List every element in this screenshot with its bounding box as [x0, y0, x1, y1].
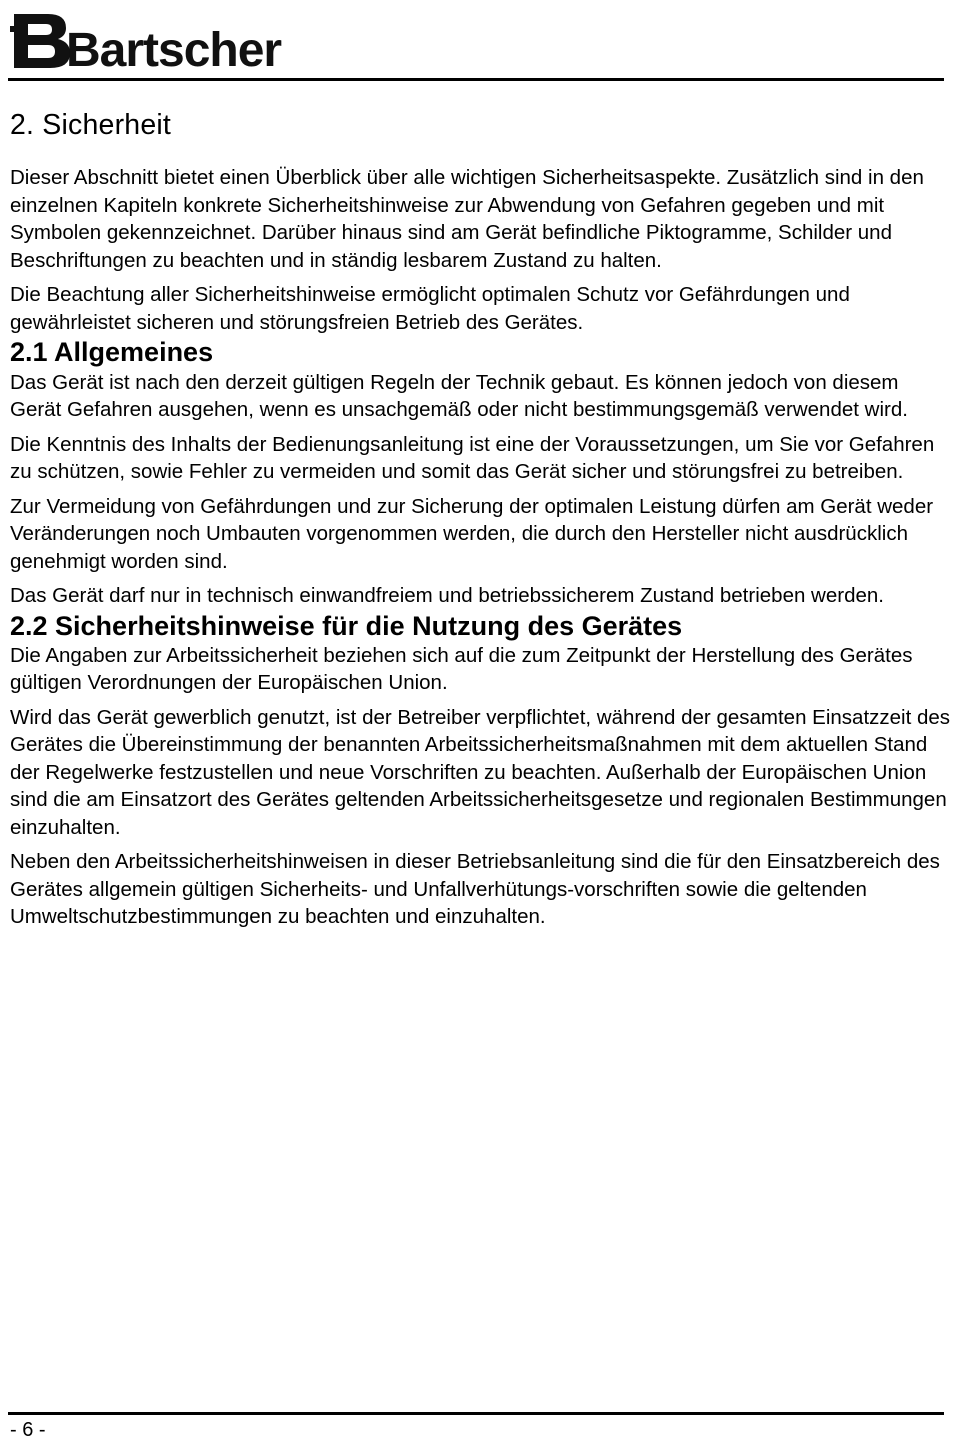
- paragraph: Neben den Arbeitssicherheitshinweisen in dieser Betriebsanleitung sind die für den Einsatzbereich des Gerätes allgemein gültigen Sicherheits- und Unfallverhütungs-vorschriften sowie die geltenden Umweltschutzbestimmungen zu beachten und einzuhalten.: [10, 850, 940, 929]
- paragraph: Dieser Abschnitt bietet einen Überblick über alle wichtigen Sicherheitsaspekte. Zusätzlich sind in den einzelnen Kapiteln konkrete Sicherheitshinweise zur Abwendung von Gefahren gegeben und mit Symbolen gekennzeichnet. Darüber hinaus sind am Gerät befindliche Piktogramme, Schilder und Beschriftungen zu beachten und in ständig lesbarem Zustand zu halten.: [10, 166, 924, 272]
- logo-wordmark: Bartscher: [66, 24, 282, 77]
- section-title-allgemeines: 2.1 Allgemeines: [10, 337, 214, 368]
- section-title-sicherheit: 2. Sicherheit: [10, 109, 172, 141]
- paragraph: Das Gerät ist nach den derzeit gültigen Regeln der Technik gebaut. Es können jedoch von diesem Gerät Gefahren ausgehen, wenn es unsachgemäß oder nicht bestimmungsgemäß verwendet wird.: [10, 370, 908, 422]
- document-body: [10, 108, 955, 931]
- bartscher-logo-mark: [8, 4, 282, 77]
- paragraph: Wird das Gerät gewerblich genutzt, ist der Betreiber verpflichtet, während der gesamten Einsatzzeit des Gerätes die Übereinstimmung der benannten Arbeitssicherheitsmaßnahmen mit dem aktuellen Stand der Regelwerke festzustellen und neue Vorschriften zu beachten. Außerhalb der Europäischen Union sind die am Einsatzort des Gerätes geltenden Arbeitssicherheitsgesetze und regionalen Bestimmungen einzuhalten.: [10, 705, 951, 839]
- section-title-sicherheitshinweise: 2.2 Sicherheitshinweise für die Nutzung des Gerätes: [10, 610, 683, 641]
- bartscher-logo: [8, 4, 282, 77]
- paragraph: Die Beachtung aller Sicherheitshinweise ermöglicht optimalen Schutz vor Gefährdungen und gewährleistet sicheren und störungsfreien Betrieb des Gerätes.: [10, 283, 850, 334]
- paragraph: Die Angaben zur Arbeitssicherheit beziehen sich auf die zum Zeitpunkt der Herstellung des Gerätes gültigen Verordnungen der Europäischen Union.: [10, 643, 913, 695]
- paragraph: Zur Vermeidung von Gefährdungen und zur Sicherung der optimalen Leistung dürfen am Gerät weder Veränderungen noch Umbauten vorgenommen werden, die durch den Hersteller nicht ausdrücklich genehmigt worden sind.: [10, 494, 934, 573]
- page-number: - 6 -: [10, 1419, 46, 1441]
- paragraph: Die Kenntnis des Inhalts der Bedienungsanleitung ist eine der Voraussetzungen, um Sie vor Gefahren zu schützen, sowie Fehler zu vermeiden und somit das Gerät sicher und störungsfrei zu betreiben.: [10, 432, 935, 484]
- header-rule: [8, 78, 944, 81]
- paragraph: Das Gerät darf nur in technisch einwandfreiem und betriebssicherem Zustand betrieben werden.: [10, 584, 884, 608]
- footer-rule: [8, 1412, 944, 1415]
